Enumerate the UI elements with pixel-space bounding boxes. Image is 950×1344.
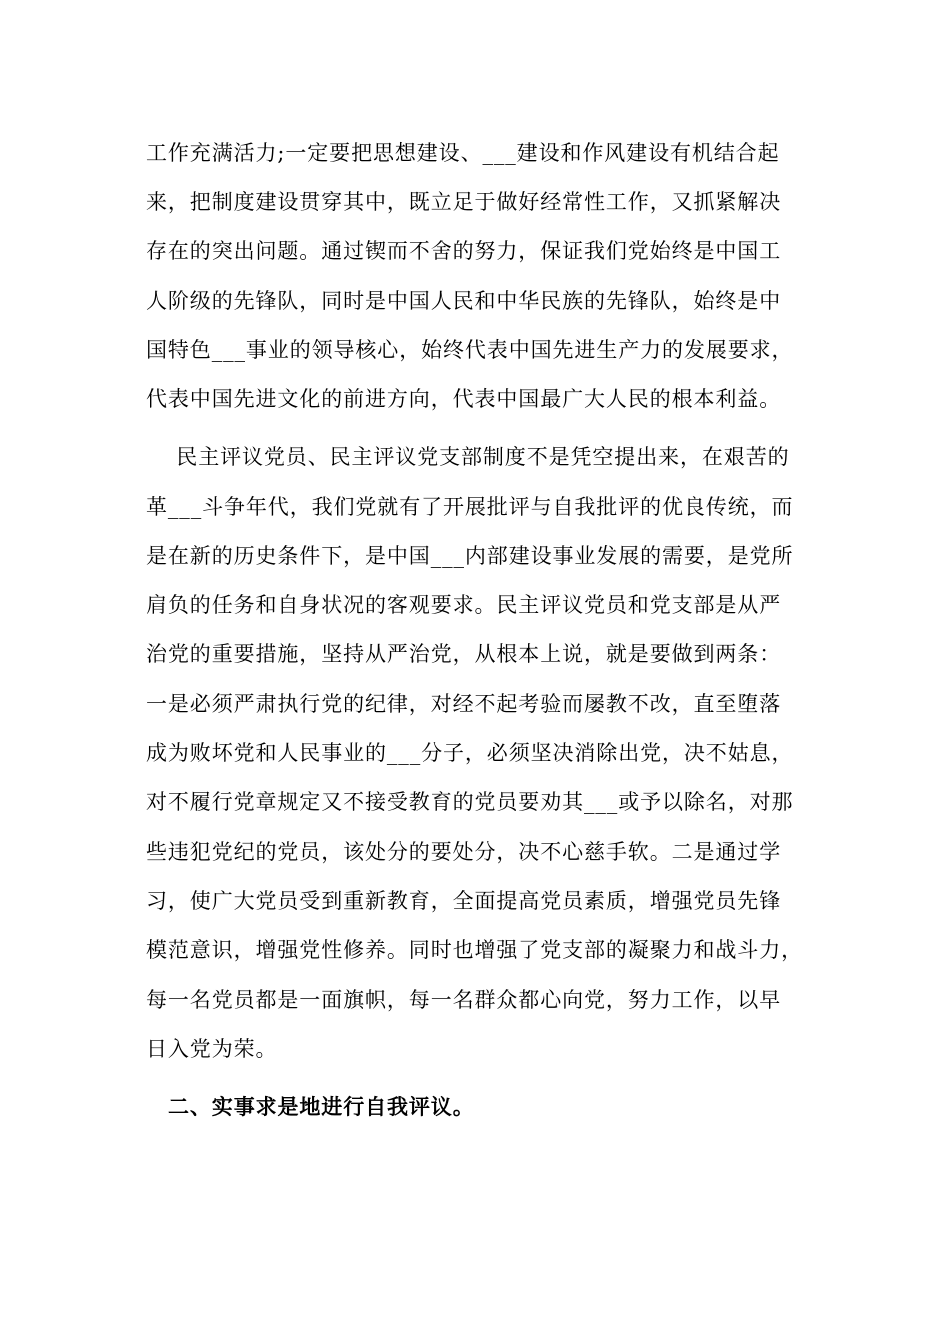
text-line: 国特色___事业的领导核心，始终代表中国先进生产力的发展要求，	[146, 338, 794, 362]
text-line: 模范意识，增强党性修养。同时也增强了党支部的凝聚力和战斗力，	[146, 938, 803, 962]
text-line: 肩负的任务和自身状况的客观要求。民主评议党员和党支部是从严	[146, 593, 782, 617]
text-line: 革___斗争年代，我们党就有了开展批评与自我批评的优良传统，而	[146, 495, 794, 519]
text-line: 一是必须严肃执行党的纪律，对经不起考验而屡教不改，直至堕落	[146, 692, 782, 716]
text-line: 成为败坏党和人民事业的___分子，必须坚决消除出党，决不姑息，	[146, 741, 794, 765]
text-line: 每一名党员都是一面旗帜，每一名群众都心向党，努力工作，以早	[146, 988, 782, 1012]
section-heading: 二、实事求是地进行自我评议。	[168, 1094, 475, 1119]
text-line: 治党的重要措施，坚持从严治党，从根本上说，就是要做到两条：	[146, 642, 782, 666]
text-line: 习，使广大党员受到重新教育，全面提高党员素质，增强党员先锋	[146, 889, 782, 913]
text-line: 工作充满活力;一定要把思想建设、___建设和作风建设有机结合起	[146, 141, 780, 165]
text-line: 来，把制度建设贯穿其中，既立足于做好经常性工作，又抓紧解决	[146, 190, 782, 214]
text-line: 些违犯党纪的党员，该处分的要处分，决不心慈手软。二是通过学	[146, 840, 782, 864]
text-line: 代表中国先进文化的前进方向，代表中国最广大人民的根本利益。	[146, 387, 782, 411]
text-line: 人阶级的先锋队，同时是中国人民和中华民族的先锋队，始终是中	[146, 289, 782, 313]
text-line: 日入党为荣。	[146, 1037, 278, 1061]
text-line: 存在的突出问题。通过锲而不舍的努力，保证我们党始终是中国工	[146, 239, 782, 263]
text-line: 对不履行党章规定又不接受教育的党员要劝其___或予以除名，对那	[146, 790, 794, 814]
text-line: 是在新的历史条件下，是中国___内部建设事业发展的需要，是党所	[146, 544, 794, 568]
text-line: 民主评议党员、民主评议党支部制度不是凭空提出来，在艰苦的	[146, 445, 790, 469]
